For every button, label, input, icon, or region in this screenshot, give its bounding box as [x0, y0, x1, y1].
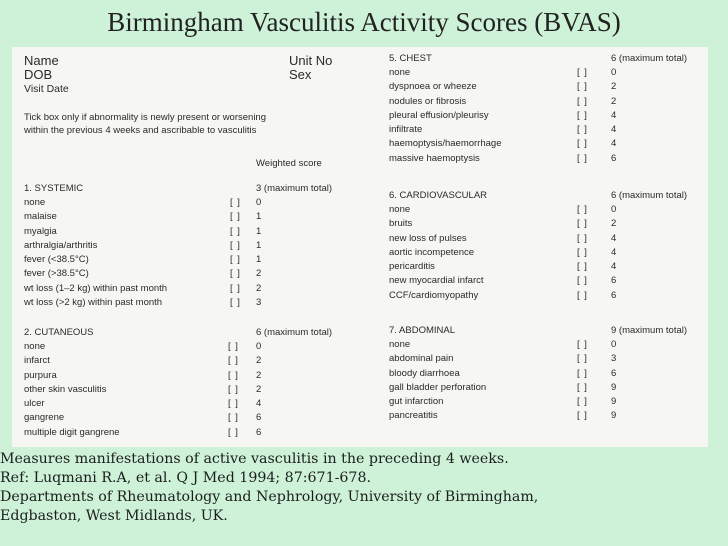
- footer-location: Edgbaston, West Midlands, UK.: [0, 508, 228, 524]
- visit-date-label: Visit Date: [24, 83, 69, 95]
- checkbox[interactable]: [ ]: [230, 268, 241, 280]
- checkbox[interactable]: [ ]: [228, 383, 239, 395]
- symptom-label: infiltrate: [389, 124, 423, 136]
- checkbox[interactable]: [ ]: [577, 152, 588, 164]
- symptom-label: none: [24, 341, 46, 352]
- symptom-label: dyspnoea or wheeze: [389, 81, 477, 93]
- symptom-row: [24, 384, 354, 398]
- symptom-label: purpura: [24, 369, 57, 381]
- symptom-score: 3: [611, 353, 617, 365]
- sex-label: Sex: [289, 67, 312, 82]
- symptom-row: [389, 396, 707, 410]
- symptom-score: 2: [256, 355, 262, 367]
- symptom-row: [24, 226, 354, 240]
- symptom-score: 0: [611, 339, 617, 350]
- symptom-row: [389, 290, 707, 304]
- checkbox[interactable]: [ ]: [577, 289, 588, 301]
- symptom-label: ulcer: [24, 398, 45, 410]
- symptom-label: none: [389, 67, 411, 78]
- checkbox[interactable]: [ ]: [577, 81, 588, 93]
- symptom-score: 2: [256, 369, 262, 381]
- symptom-score: 0: [611, 67, 617, 78]
- section-title: 5. CHEST: [389, 53, 432, 64]
- symptom-score: 4: [256, 398, 262, 410]
- symptom-label: CCF/cardiomyopathy: [389, 289, 479, 301]
- footer-notes: [0, 450, 538, 526]
- checkbox[interactable]: [ ]: [230, 225, 241, 237]
- name-label: Name: [24, 53, 59, 68]
- symptom-label: other skin vasculitis: [24, 383, 107, 395]
- section-title: 2. CUTANEOUS: [24, 327, 94, 338]
- weighted-score-label: Weighted score: [256, 158, 322, 169]
- symptom-row: [24, 297, 354, 311]
- symptom-row: [24, 398, 354, 412]
- checkbox[interactable]: [ ]: [577, 67, 588, 78]
- symptom-row: [389, 275, 707, 289]
- symptom-label: pancreatitis: [389, 410, 438, 422]
- section-cardiovascular: [389, 190, 707, 304]
- symptom-row: [24, 427, 354, 441]
- checkbox[interactable]: [ ]: [228, 426, 239, 438]
- symptom-score: 1: [256, 211, 262, 223]
- symptom-label: aortic incompetence: [389, 246, 475, 258]
- symptom-label: none: [24, 197, 46, 208]
- checkbox[interactable]: [ ]: [577, 109, 588, 121]
- symptom-label: gall bladder perforation: [389, 381, 487, 393]
- section-title: 1. SYSTEMIC: [24, 183, 84, 194]
- symptom-row: [24, 341, 354, 355]
- checkbox[interactable]: [ ]: [577, 218, 588, 230]
- bvas-form: [12, 47, 708, 447]
- symptom-score: 6: [256, 426, 262, 438]
- symptom-score: 2: [611, 95, 617, 107]
- symptom-label: massive haemoptysis: [389, 152, 480, 164]
- section-max-score: 6 (maximum total): [611, 190, 688, 201]
- symptom-row: [389, 339, 707, 353]
- symptom-row: [389, 138, 707, 152]
- checkbox[interactable]: [ ]: [230, 239, 241, 251]
- symptom-label: none: [389, 204, 411, 215]
- symptom-score: 4: [611, 232, 617, 244]
- symptom-score: 3: [256, 297, 262, 309]
- symptom-row: [389, 81, 707, 95]
- symptom-label: gangrene: [24, 412, 65, 424]
- checkbox[interactable]: [ ]: [230, 254, 241, 266]
- checkbox[interactable]: [ ]: [577, 95, 588, 107]
- symptom-score: 6: [611, 289, 617, 301]
- symptom-score: 4: [611, 138, 617, 150]
- instruction-line-2: within the previous 4 weeks and ascribable to vasculitis: [24, 125, 257, 136]
- section-chest: [389, 53, 707, 167]
- section-max-score: 6 (maximum total): [611, 53, 688, 64]
- symptom-score: 9: [611, 381, 617, 393]
- symptom-label: bruits: [389, 218, 413, 230]
- footer-description: Measures manifestations of active vasculitis in the preceding 4 weeks.: [0, 451, 509, 467]
- checkbox[interactable]: [ ]: [577, 232, 588, 244]
- symptom-label: pericarditis: [389, 261, 435, 273]
- slide-title: Birmingham Vasculitis Activity Scores (BVAS): [107, 7, 621, 37]
- instruction-text: [24, 111, 266, 137]
- symptom-row: [389, 153, 707, 167]
- checkbox[interactable]: [ ]: [577, 396, 588, 408]
- symptom-row: [389, 261, 707, 275]
- symptom-row: [389, 67, 707, 81]
- section-abdominal: [389, 325, 707, 425]
- symptom-score: 1: [256, 225, 262, 237]
- symptom-label: fever (<38.5°C): [24, 254, 89, 266]
- checkbox[interactable]: [ ]: [228, 412, 239, 424]
- section-title: 7. ABDOMINAL: [389, 325, 455, 336]
- checkbox[interactable]: [ ]: [228, 369, 239, 381]
- symptom-score: 2: [611, 81, 617, 93]
- symptom-label: new myocardial infarct: [389, 275, 484, 287]
- symptom-score: 1: [256, 254, 262, 266]
- symptom-score: 1: [256, 239, 262, 251]
- checkbox[interactable]: [ ]: [577, 261, 588, 273]
- symptom-label: haemoptysis/haemorrhage: [389, 138, 502, 150]
- symptom-row: [389, 382, 707, 396]
- symptom-row: [389, 204, 707, 218]
- section-title: 6. CARDIOVASCULAR: [389, 190, 488, 201]
- symptom-label: pleural effusion/pleurisy: [389, 109, 489, 121]
- section-max-score: 9 (maximum total): [611, 325, 688, 336]
- section-systemic: [24, 183, 354, 311]
- symptom-label: nodules or fibrosis: [389, 95, 467, 107]
- footer-departments: Departments of Rheumatology and Nephrology, University of Birmingham,: [0, 489, 539, 505]
- checkbox[interactable]: [ ]: [228, 355, 239, 367]
- symptom-row: [389, 110, 707, 124]
- symptom-label: bloody diarrhoea: [389, 367, 460, 379]
- symptom-row: [24, 412, 354, 426]
- checkbox[interactable]: [ ]: [577, 410, 588, 422]
- symptom-label: arthralgia/arthritis: [24, 239, 98, 251]
- symptom-row: [389, 410, 707, 424]
- checkbox[interactable]: [ ]: [577, 353, 588, 365]
- symptom-label: new loss of pulses: [389, 232, 467, 244]
- checkbox[interactable]: [ ]: [577, 367, 588, 379]
- symptom-row: [389, 353, 707, 367]
- symptom-label: infarct: [24, 355, 50, 367]
- symptom-score: 9: [611, 396, 617, 408]
- symptom-score: 6: [256, 412, 262, 424]
- symptom-row: [24, 283, 354, 297]
- symptom-label: wt loss (1–2 kg) within past month: [24, 282, 168, 294]
- symptom-row: [24, 268, 354, 282]
- symptom-score: 6: [611, 367, 617, 379]
- checkbox[interactable]: [ ]: [230, 297, 241, 309]
- symptom-score: 4: [611, 109, 617, 121]
- checkbox[interactable]: [ ]: [577, 275, 588, 287]
- symptom-label: abdominal pain: [389, 353, 454, 365]
- symptom-label: malaise: [24, 211, 57, 223]
- symptom-row: [389, 124, 707, 138]
- checkbox[interactable]: [ ]: [230, 197, 241, 208]
- footer-reference: Ref: Luqmani R.A, et al. Q J Med 1994; 87:671-678.: [0, 470, 371, 486]
- symptom-label: multiple digit gangrene: [24, 426, 120, 438]
- symptom-row: [389, 233, 707, 247]
- symptom-score: 6: [611, 275, 617, 287]
- symptom-score: 4: [611, 246, 617, 258]
- symptom-score: 2: [611, 218, 617, 230]
- section-max-score: 3 (maximum total): [256, 183, 333, 194]
- symptom-score: 2: [256, 268, 262, 280]
- checkbox[interactable]: [ ]: [230, 211, 241, 223]
- checkbox[interactable]: [ ]: [577, 124, 588, 136]
- symptom-score: 0: [256, 197, 262, 208]
- symptom-score: 0: [256, 341, 262, 352]
- symptom-score: 6: [611, 152, 617, 164]
- symptom-label: gut infarction: [389, 396, 444, 408]
- dob-label: DOB: [24, 67, 53, 82]
- checkbox[interactable]: [ ]: [577, 246, 588, 258]
- symptom-score: 4: [611, 124, 617, 136]
- symptom-row: [24, 197, 354, 211]
- symptom-label: wt loss (>2 kg) within past month: [24, 297, 163, 309]
- checkbox[interactable]: [ ]: [228, 341, 239, 352]
- unit-no-label: Unit No: [289, 53, 333, 68]
- checkbox[interactable]: [ ]: [577, 204, 588, 215]
- symptom-score: 4: [611, 261, 617, 273]
- symptom-score: 2: [256, 282, 262, 294]
- checkbox[interactable]: [ ]: [230, 282, 241, 294]
- symptom-label: myalgia: [24, 225, 57, 237]
- symptom-row: [389, 247, 707, 261]
- symptom-row: [24, 254, 354, 268]
- section-max-score: 6 (maximum total): [256, 327, 333, 338]
- symptom-score: 0: [611, 204, 617, 215]
- symptom-row: [389, 218, 707, 232]
- checkbox[interactable]: [ ]: [577, 138, 588, 150]
- symptom-row: [24, 211, 354, 225]
- symptom-row: [24, 370, 354, 384]
- checkbox[interactable]: [ ]: [228, 398, 239, 410]
- symptom-row: [389, 96, 707, 110]
- symptom-row: [389, 368, 707, 382]
- symptom-row: [24, 240, 354, 254]
- symptom-row: [24, 355, 354, 369]
- symptom-score: 2: [256, 383, 262, 395]
- symptom-label: fever (>38.5°C): [24, 268, 89, 280]
- symptom-label: none: [389, 339, 411, 350]
- symptom-score: 9: [611, 410, 617, 422]
- checkbox[interactable]: [ ]: [577, 339, 588, 350]
- section-cutaneous: [24, 327, 354, 441]
- checkbox[interactable]: [ ]: [577, 381, 588, 393]
- instruction-line-1: Tick box only if abnormality is newly present or worsening: [24, 112, 266, 123]
